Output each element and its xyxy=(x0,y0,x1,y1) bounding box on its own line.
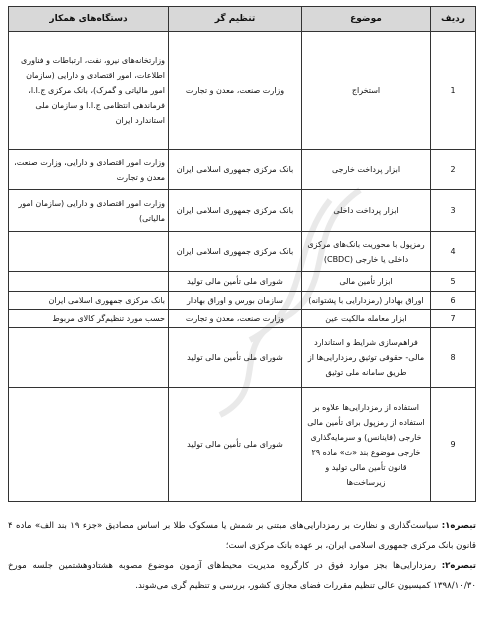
row-num: 7 xyxy=(431,310,476,328)
row-partners: وزارت امور اقتصادی و دارایی (سازمان امور مالیاتی) xyxy=(9,190,169,232)
row-partners xyxy=(9,232,169,272)
row-num: 6 xyxy=(431,292,476,310)
row-partners xyxy=(9,328,169,388)
row-partners: حسب مورد تنظیم‌گر کالای مربوط xyxy=(9,310,169,328)
note-label: تبصره۲: xyxy=(441,561,476,571)
row-subject: فراهم‌سازی شرایط و استاندارد مالی- حقوقی توثیق رمزدارایی‌ها از طریق سامانه ملی توثیق xyxy=(302,328,431,388)
header-partners: دستگاه‌های همکار xyxy=(9,7,169,32)
row-partners: وزارت امور اقتصادی و دارایی، وزارت صنعت، معدن و تجارت xyxy=(9,150,169,190)
row-regulator: شورای ملی تأمین مالی تولید xyxy=(169,272,302,292)
row-num: 9 xyxy=(431,388,476,502)
row-subject: ابزار معامله مالکیت عین xyxy=(302,310,431,328)
row-subject: ابزار تأمین مالی xyxy=(302,272,431,292)
row-num: 3 xyxy=(431,190,476,232)
table-row xyxy=(9,232,476,272)
row-subject: اوراق بهادار (رمزدارایی با پشتوانه) xyxy=(302,292,431,310)
header-num: ردیف xyxy=(431,7,476,32)
note-text: سیاست‌گذاری و نظارت بر رمزدارایی‌های مبتنی بر شمش یا مسکوک طلا بر اساس مصادیق «جزء ۱۹ بند الف» ماده ۴ قانون بانک مرکزی جمهوری اسلامی ایران، بر عهده بانک مرکزی است؛ xyxy=(8,521,476,551)
table-row xyxy=(9,292,476,310)
note-2 xyxy=(8,556,476,596)
table-row xyxy=(9,32,476,150)
table-row xyxy=(9,272,476,292)
notes-section xyxy=(8,516,476,596)
table-row xyxy=(9,310,476,328)
row-partners: وزارتخانه‌های نیرو، نفت، ارتباطات و فناوری اطلاعات، امور اقتصادی و دارایی (سازمان امور مالیاتی و گمرک)، بانک مرکزی ج.ا.ا، فرماندهی انتظامی ج.ا.ا و سازمان ملی استاندارد ایران xyxy=(9,32,169,150)
row-partners xyxy=(9,388,169,502)
row-regulator: شورای ملی تأمین مالی تولید xyxy=(169,328,302,388)
row-num: 8 xyxy=(431,328,476,388)
header-subject: موضوع xyxy=(302,7,431,32)
table-row xyxy=(9,388,476,502)
note-1 xyxy=(8,516,476,556)
header-regulator: تنظیم گر xyxy=(169,7,302,32)
row-subject: استخراج xyxy=(302,32,431,150)
row-num: 5 xyxy=(431,272,476,292)
row-regulator: وزارت صنعت، معدن و تجارت xyxy=(169,310,302,328)
row-regulator: بانک مرکزی جمهوری اسلامی ایران xyxy=(169,232,302,272)
row-regulator: بانک مرکزی جمهوری اسلامی ایران xyxy=(169,150,302,190)
row-num: 2 xyxy=(431,150,476,190)
row-num: 4 xyxy=(431,232,476,272)
row-subject: ابزار پرداخت خارجی xyxy=(302,150,431,190)
row-subject: استفاده از رمزدارایی‌ها علاوه بر استفاده از رمزپول برای تأمین مالی خارجی (فاینانس) و سرمایه‌گذاری خارجی موضوع بند «ث» ماده ۲۹ قانون تأمین مالی تولید و زیرساخت‌ها xyxy=(302,388,431,502)
note-text: رمزدارایی‌ها بجز موارد فوق در کارگروه مدیریت محیط‌های آزمون موضوع مصوبه هشتادوهشتمین جلسه مورخ ۱۳۹۸/۱۰/۳۰ کمیسیون عالی تنظیم مقررات فضای مجازی کشور، بررسی و تنظیم گری می‌شوند. xyxy=(8,561,476,591)
table-row xyxy=(9,190,476,232)
regulation-table xyxy=(8,6,476,502)
row-regulator: بانک مرکزی جمهوری اسلامی ایران xyxy=(169,190,302,232)
row-subject: ابزار پرداخت داخلی xyxy=(302,190,431,232)
row-regulator: سازمان بورس و اوراق بهادار xyxy=(169,292,302,310)
note-label: تبصره۱: xyxy=(441,521,477,531)
row-partners xyxy=(9,272,169,292)
table-row xyxy=(9,328,476,388)
row-regulator: شورای ملی تأمین مالی تولید xyxy=(169,388,302,502)
row-partners: بانک مرکزی جمهوری اسلامی ایران xyxy=(9,292,169,310)
table-header-row xyxy=(9,7,476,32)
row-subject: رمزپول با محوریت بانک‌های مرکزی داخلی یا خارجی (CBDC) xyxy=(302,232,431,272)
row-regulator: وزارت صنعت، معدن و تجارت xyxy=(169,32,302,150)
row-num: 1 xyxy=(431,32,476,150)
table-row xyxy=(9,150,476,190)
